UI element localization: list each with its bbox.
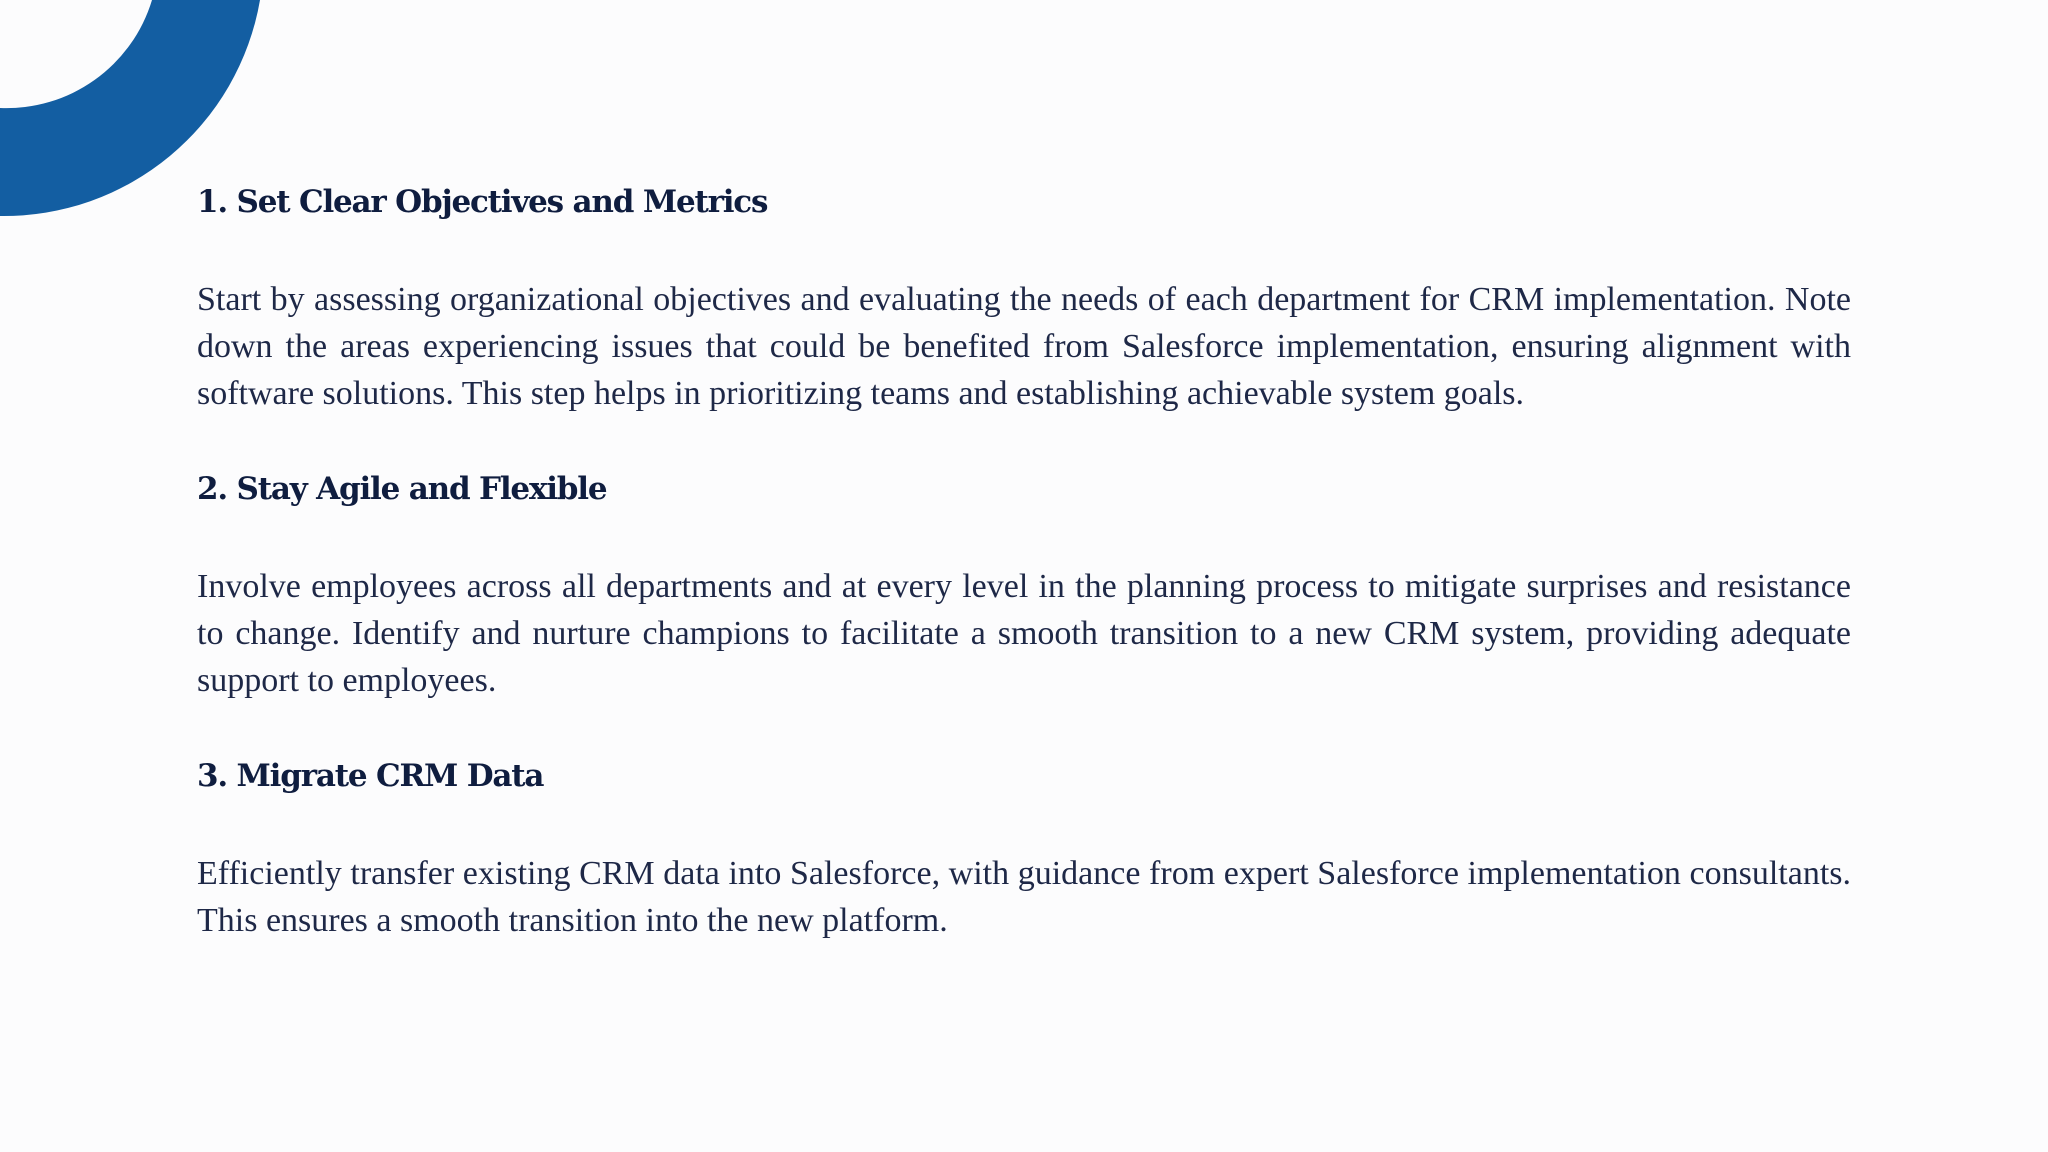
section-paragraph: Start by assessing organizational objectives and evaluating the needs of each department for CRM implementation. Note down the areas experiencing issues that could be benefited from Salesforce implementation, ensuring alignment with software solutions. This step helps in prioritizing teams and establishing achievable system goals. xyxy=(197,281,1851,412)
section-set-clear-objectives xyxy=(197,182,1851,417)
section-heading: 1. Set Clear Objectives and Metrics xyxy=(197,184,768,220)
section-paragraph: Efficiently transfer existing CRM data into Salesforce, with guidance from expert Salesforce implementation consultants. This ensures a smooth transition into the new platform. xyxy=(197,855,1851,939)
section-heading: 3. Migrate CRM Data xyxy=(197,758,544,794)
section-paragraph: Involve employees across all departments and at every level in the planning process to mitigate surprises and resistance to change. Identify and nurture champions to facilitate a smooth transition to a new CRM system, providing adequate support to employees. xyxy=(197,568,1851,699)
section-migrate-crm-data xyxy=(197,756,1851,944)
document-content xyxy=(197,182,1851,944)
section-heading: 2. Stay Agile and Flexible xyxy=(197,471,607,507)
section-stay-agile xyxy=(197,469,1851,704)
